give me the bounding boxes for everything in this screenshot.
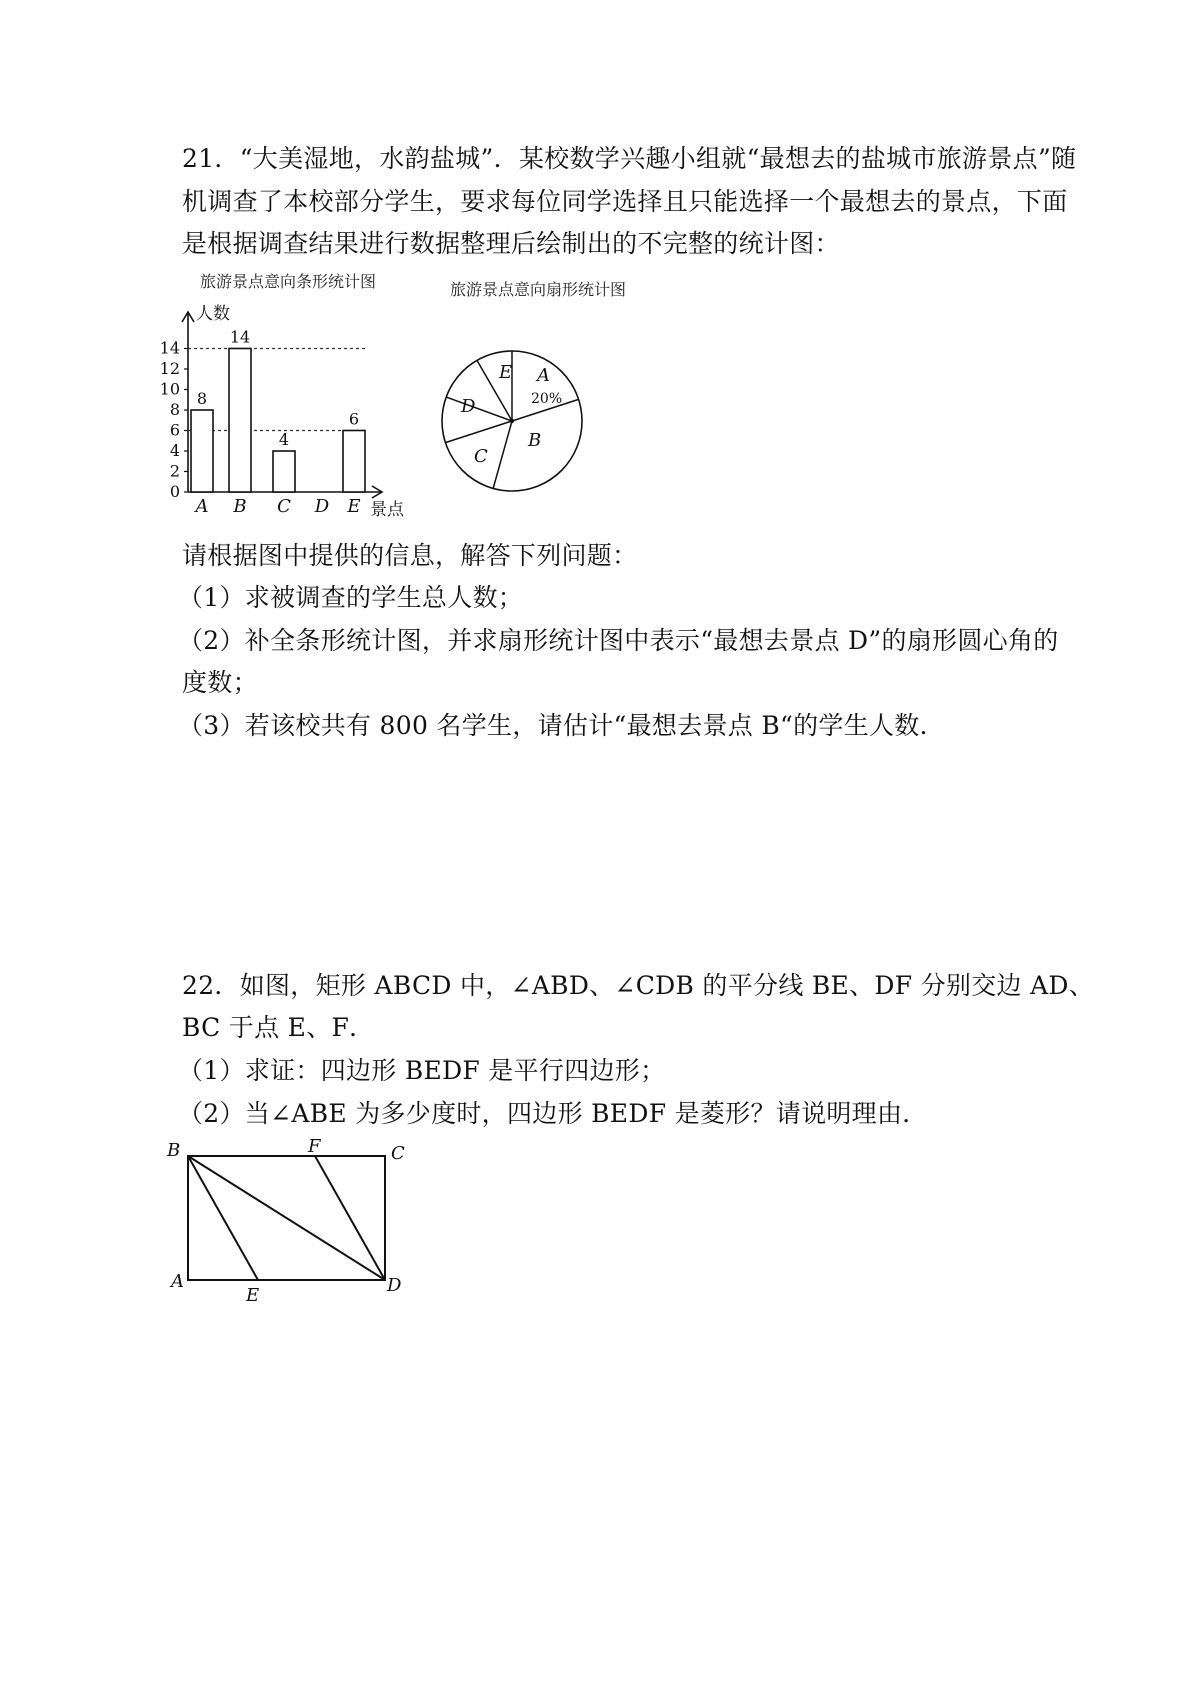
q21-line-2: 机调查了本校部分学生，要求每位同学选择且只能选择一个最想去的景点，下面 (182, 187, 1068, 216)
q21-part-2-cont: 度数； (182, 668, 258, 697)
pie-label-c: C (474, 446, 488, 467)
x-tick-label: E (347, 496, 361, 517)
bar-c (273, 451, 295, 492)
x-tick-label: C (277, 496, 291, 517)
bar-value-label: 14 (229, 327, 251, 347)
bar-b (229, 349, 251, 493)
bar-value-label: 6 (348, 409, 360, 429)
bar-value-label: 8 (196, 389, 208, 408)
pie-label-d: D (461, 396, 476, 417)
pie-center (510, 419, 514, 423)
label-b: B (167, 1140, 181, 1161)
pie-annotation-a: 20% (531, 391, 563, 407)
q21-intro: 请根据图中提供的信息，解答下列问题： (182, 541, 638, 570)
label-c: C (391, 1143, 405, 1164)
q22-part-2: （2）当∠ABE 为多少度时，四边形 BEDF 是菱形？请说明理由． (178, 1099, 928, 1128)
bar-a (191, 410, 213, 492)
bar-value-label: 4 (278, 430, 290, 449)
bar-e (343, 431, 365, 493)
x-axis-title: 景点 (370, 500, 404, 520)
label-a: A (171, 1271, 184, 1292)
label-e: E (246, 1285, 260, 1306)
q21-part-2: （2）补全条形统计图，并求扇形统计图中表示“最想去景点 D”的扇形圆心角的 (178, 626, 1059, 655)
bar-chart-title: 旅游景点意向条形统计图 (200, 272, 377, 291)
pie-label-a: A (537, 365, 550, 386)
pie-label-b: B (528, 430, 542, 451)
q22-part-1: （1）求证：四边形 BEDF 是平行四边形； (178, 1056, 666, 1085)
pie-chart-title: 旅游景点意向扇形统计图 (450, 280, 627, 299)
bisector-df (315, 1156, 385, 1280)
q21-part-3: （3）若该校共有 800 名学生，请估计“最想去景点 B“的学生人数． (178, 711, 945, 740)
bar-chart (160, 262, 430, 530)
x-tick-label: D (314, 496, 330, 517)
y-tick-label: 4 (169, 441, 180, 460)
q22-line-1: 22．如图，矩形 ABCD 中，∠ABD、∠CDB 的平分线 BE、DF 分别交边 AD、 (182, 971, 1095, 1000)
y-tick-label: 10 (159, 379, 180, 399)
y-tick-label: 6 (169, 420, 180, 440)
pie-chart (440, 270, 680, 510)
q21-line-3: 是根据调查结果进行数据整理后绘制出的不完整的统计图： (182, 229, 840, 258)
y-axis-title: 人数 (196, 304, 230, 324)
pie-label-e: E (499, 362, 513, 383)
q22-line-2: BC 于点 E、F． (182, 1013, 375, 1042)
q21-line-1: 21．“大美湿地，水韵盐城”．某校数学兴趣小组就“最想去的盐城市旅游景点”随 (182, 144, 1077, 173)
label-d: D (387, 1275, 402, 1296)
y-tick-label: 8 (169, 400, 180, 419)
q21-part-1: （1）求被调查的学生总人数； (178, 583, 524, 612)
x-tick-label: B (233, 496, 247, 517)
bisector-be (188, 1156, 258, 1280)
rectangle-figure (160, 1135, 420, 1315)
y-tick-label: 14 (159, 338, 180, 358)
y-tick-label: 2 (169, 461, 180, 481)
y-tick-label: 0 (169, 482, 180, 501)
x-tick-label: A (195, 496, 209, 517)
diagonal-bd (188, 1156, 385, 1280)
y-tick-label: 12 (159, 359, 180, 378)
label-f: F (308, 1136, 321, 1157)
